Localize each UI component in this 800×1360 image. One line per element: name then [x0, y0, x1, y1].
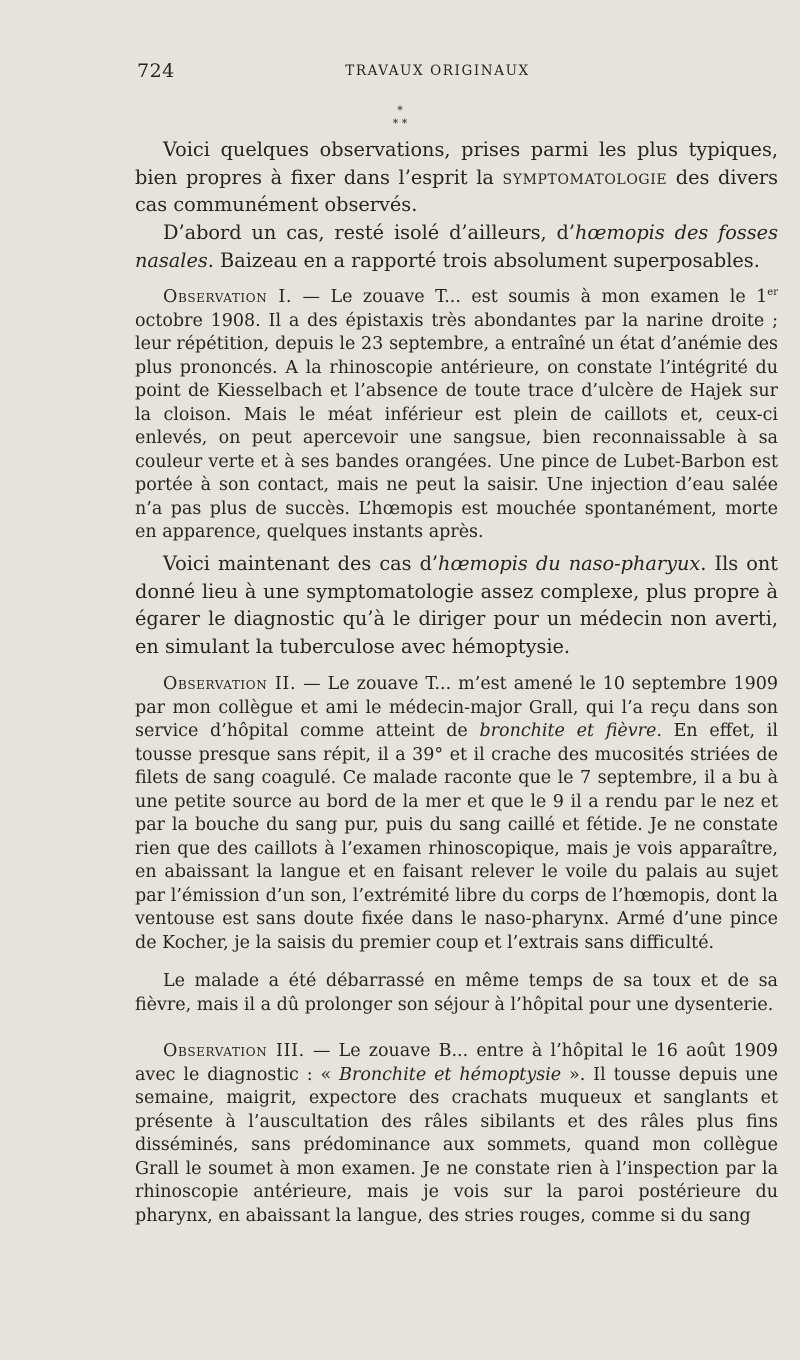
page-header	[137, 60, 738, 90]
asterism-bottom: * *	[392, 117, 408, 130]
paragraph-text: — Le zouave T... m’est amené le 10 septembre 1909 par mon collègue et ami le médecin-major Grall, qui l’a reçu dans son service d’hôpital comme atteint de	[135, 674, 778, 741]
italic-term: hœmopis des fosses nasales	[135, 221, 778, 272]
paragraph-nasal-case	[135, 219, 778, 274]
paragraph-text: . En effet, il tousse presque sans répit, il a 39° et il crache des mucosités striées de filets de sang coagulé. Ce malade raconte que le 7 septembre, il a bu à une petite source au bord de la mer et que le 9 il a rendu par le nez et par la bouche du sang pur, puis du sang caillé et fétide. Je ne constate rien que des caillots à l’examen rhinoscopique, mais je vois apparaître, en abaissant la langue et en faisant relever le voile du palais au sujet par l’émission d’un son, l’extrémité libre du corps de l’hœmopis, dont la ventouse est sans doute fixée dans le naso-pharynx. Armé d’une pince de Kocher, je la saisis du premier coup et l’extrais sans difficulté.	[135, 721, 778, 953]
observation-label: Observation I.	[163, 287, 293, 307]
paragraph-recovery: Le malade a été débarrassé en même temps de sa toux et de sa fièvre, mais il a dû prolonger son séjour à l’hôpital pour une dysenterie.	[135, 971, 778, 1015]
paragraph-nasopharynx-cases	[135, 550, 778, 660]
superscript: er	[767, 287, 778, 299]
asterism-top: *	[397, 104, 403, 117]
asterism-separator	[0, 104, 800, 130]
paragraph-text: Voici maintenant des cas d’	[163, 552, 439, 575]
small-caps-term: symptomatologie	[502, 165, 668, 189]
paragraph-text: Voici quelques observations, prises parmi les plus typiques, bien propres à fixer dans l’esprit la	[135, 138, 778, 189]
paragraph-text: — Le zouave T... est soumis à mon examen le 1	[292, 287, 768, 307]
paragraph-text: octobre 1908. Il a des épistaxis très abondantes par la narine droite ; leur répétition, depuis le 23 septembre, a entraîné un état d’anémie des plus prononcés. A la rhinoscopie antérieure, on constate l’intégrité du point de Kiesselbach et l’absence de toute trace d’ulcère de Hajek sur la cloison. Mais le méat inférieur est plein de caillots et, ceux-ci enlevés, on peut apercevoir une sangsue, bien reconnaissable à sa couleur verte et à ses bandes orangées. Une pince de Lubet-Barbon est portée à son contact, mais ne peut la saisir. Une injection d’eau salée n’a pas plus de succès. L’hœmopis est mouchée spontanément, morte en apparence, quelques instants après.	[135, 310, 778, 542]
paragraph-text: ». Il tousse depuis une semaine, maigrit, expectore des crachats muqueux et sanglants et présente à l’auscultation des râles sibilants et des râles plus fins disséminés, sans prédominance aux sommets, quand mon collègue Grall le soumet à mon examen. Je ne constate rien à l’inspection par la rhinoscopie antérieure, mais je vois sur la paroi postérieure du pharynx, en abaissant la langue, des stries rouges, comme si du sang	[135, 1064, 779, 1226]
observation-label: Observation II.	[163, 674, 297, 694]
paragraph-text: D’abord un cas, resté isolé d’ailleurs, d’	[163, 221, 575, 244]
italic-term: hœmopis du naso-pharyux	[438, 552, 701, 575]
running-title: TRAVAUX ORIGINAUX	[345, 63, 530, 79]
observation-1	[135, 286, 778, 545]
paragraph-text: des divers cas communément observés.	[135, 165, 778, 217]
page-number: 724	[137, 60, 175, 82]
paragraph-text: . Ils ont donné lieu à une symptomatologie assez complexe, plus propre à égarer le diagnostic qu’à le diriger pour un médecin non averti, en simulant la tuberculose avec hémoptysie.	[135, 552, 778, 658]
paragraph-text: . Baizeau en a rapporté trois absolument superposables.	[207, 248, 760, 272]
italic-term: bronchite et fièvre	[479, 721, 657, 741]
paragraph-intro	[135, 136, 778, 219]
italic-term: Bronchite et hémoptysie	[339, 1064, 562, 1085]
observation-label: Observation III.	[163, 1041, 305, 1061]
paragraph-text: — Le zouave B... entre à l’hôpital le 16 août 1909 avec le diagnostic : «	[135, 1041, 778, 1085]
observation-3	[135, 1040, 778, 1228]
observation-2	[135, 673, 778, 955]
